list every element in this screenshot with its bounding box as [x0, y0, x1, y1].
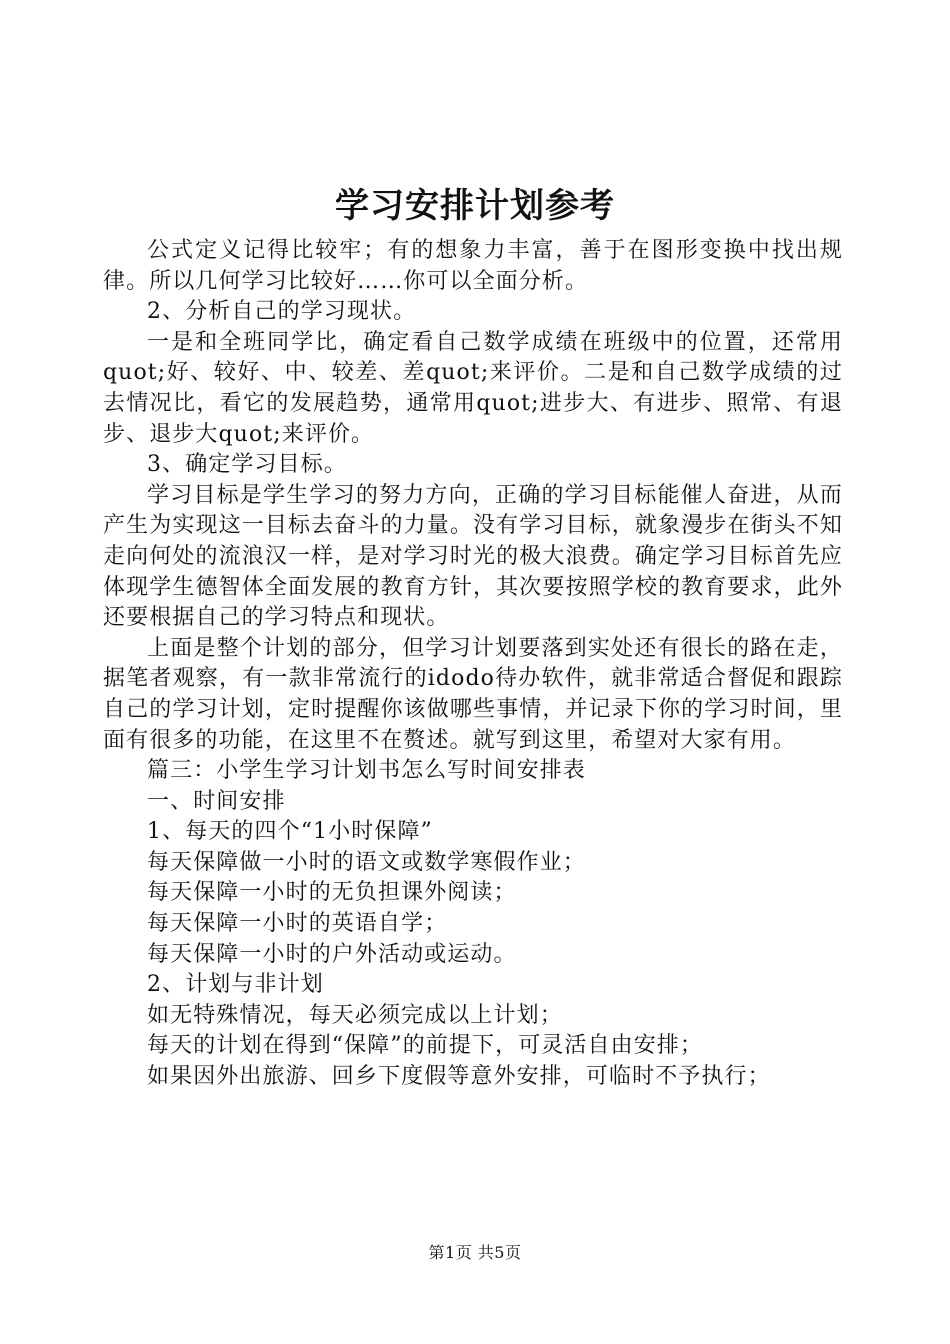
list-item: 如果因外出旅游、回乡下度假等意外安排，可临时不予执行；: [147, 1064, 771, 1090]
section-heading: 篇三：小学生学习计划书怎么写时间安排表: [147, 758, 586, 784]
paragraph: 公式定义记得比较牢；有的想象力丰富，善于在图形变换中找出规律。所以几何学习比较好……你可以全面分析。: [103, 238, 843, 294]
page-footer: 第1页 共5页: [428, 1243, 522, 1262]
list-item: 2、计划与非计划: [147, 972, 324, 998]
list-item: 1、每天的四个“1小时保障”: [147, 819, 433, 845]
document-body: [103, 236, 843, 1093]
paragraph: 3、确定学习目标。: [147, 452, 347, 478]
list-item: 如无特殊情况，每天必须完成以上计划；: [147, 1002, 563, 1028]
paragraph: 学习目标是学生学习的努力方向，正确的学习目标能催人奋进，从而产生为实现这一目标去奋斗的力量。没有学习目标，就象漫步在街头不知走向何处的流浪汉一样，是对学习时光的极大浪费。确定学习目标首先应体现学生德智体全面发展的教育方针，其次要按照学校的教育要求，此外还要根据自己的学习特点和现状。: [103, 482, 843, 631]
paragraph: 2、分析自己的学习现状。: [147, 299, 417, 325]
section-heading: 一、时间安排: [147, 788, 286, 814]
list-item: 每天保障一小时的户外活动或运动。: [147, 941, 517, 967]
list-item: 每天的计划在得到“保障”的前提下，可灵活自由安排；: [147, 1033, 703, 1059]
list-item: 每天保障做一小时的语文或数学寒假作业；: [147, 849, 586, 875]
paragraph: 一是和全班同学比，确定看自己数学成绩在班级中的位置，还常用quot;好、较好、中、较差、差quot;来评价。二是和自己数学成绩的过去情况比，看它的发展趋势，通常用quot;进步大、有进步、照常、有退步、退步大quot;来评价。: [103, 329, 843, 447]
list-item: 每天保障一小时的无负担课外阅读；: [147, 880, 517, 906]
list-item: 每天保障一小时的英语自学；: [147, 911, 448, 937]
paragraph: 上面是整个计划的部分，但学习计划要落到实处还有很长的路在走，据笔者观察，有一款非常流行的idodo待办软件，就非常适合督促和跟踪自己的学习计划，定时提醒你该做哪些事情，并记录下你的学习时间，里面有很多的功能，在这里不在赘述。就写到这里，希望对大家有用。: [103, 635, 843, 753]
document-title: 学习安排计划参考: [335, 186, 615, 226]
